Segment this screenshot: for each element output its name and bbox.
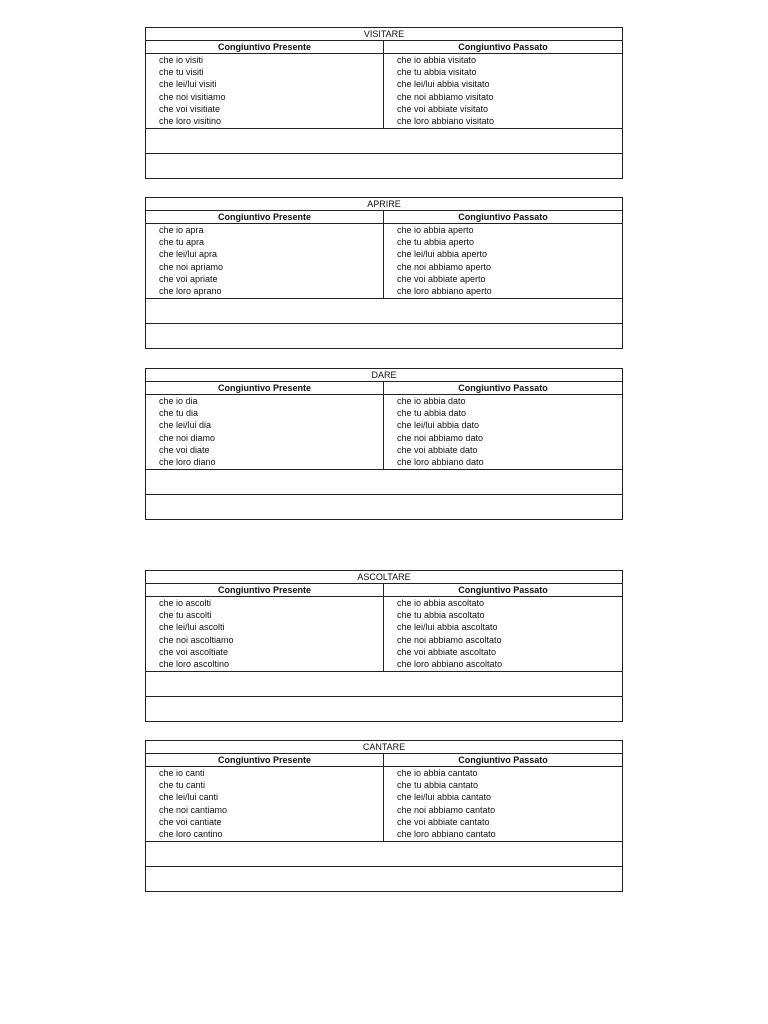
conjugation-line: che noi ascoltiamo [159,634,234,645]
empty-row [146,672,622,697]
conjugation-line: che tu abbia dato [397,408,467,419]
header-passato: Congiuntivo Passato [458,383,548,393]
conjugation-line: che loro abbiano cantato [397,828,496,839]
empty-row [146,324,622,348]
conjugation-column-passato [384,395,622,469]
conjugation-line: che voi abbiate dato [397,444,478,455]
conjugation-line: che voi abbiate aperto [397,273,486,284]
conjugation-row [146,54,622,129]
header-presente: Congiuntivo Presente [146,41,384,53]
header-passato: Congiuntivo Passato [458,42,548,52]
conjugation-column-presente [146,395,384,469]
conjugation-line: che voi abbiate cantato [397,816,490,827]
conjugation-line: che loro abbiano dato [397,456,484,467]
conjugation-line: che io abbia aperto [397,225,474,235]
conjugation-line: che io dia [159,396,198,406]
conjugation-line: che lei/lui visiti [159,79,217,90]
verb-table [145,740,623,892]
header-row [146,754,622,767]
conjugation-line: che io abbia ascoltato [397,598,485,608]
conjugation-line: che noi diamo [159,432,216,443]
header-row [146,211,622,224]
conjugation-line: che noi cantiamo [159,804,228,815]
conjugation-line: che loro abbiano visitato [397,115,495,126]
conjugation-line: che noi abbiamo ascoltato [397,634,502,645]
conjugation-column-passato [384,597,622,671]
conjugation-line: che tu abbia cantato [397,780,479,791]
conjugation-line: che tu abbia ascoltato [397,610,485,621]
conjugation-line: che lei/lui abbia ascoltato [397,622,498,633]
conjugation-line: che voi visitiate [159,103,221,114]
verb-table [145,570,623,722]
conjugation-row [146,597,622,672]
conjugation-line: che loro visitino [159,115,222,126]
conjugation-line: che lei/lui canti [159,792,219,803]
conjugation-line: che tu visiti [159,67,204,78]
header-row [146,584,622,597]
verb-title: ASCOLTARE [146,571,622,584]
empty-row [146,842,622,867]
conjugation-line: che tu apra [159,237,205,248]
conjugation-line: che voi ascoltiate [159,646,229,657]
conjugation-column-presente [146,54,384,128]
header-presente: Congiuntivo Presente [146,584,384,596]
empty-row [146,867,622,891]
conjugation-line: che loro cantino [159,828,223,839]
conjugation-line: che io visiti [159,55,204,65]
conjugation-line: che voi cantiate [159,816,222,827]
conjugation-column-passato [384,767,622,841]
conjugation-line: che voi diate [159,444,210,455]
header-passato: Congiuntivo Passato [458,212,548,222]
verb-title: VISITARE [146,28,622,41]
conjugation-line: che noi visitiamo [159,91,226,102]
conjugation-column-presente [146,767,384,841]
verb-table [145,197,623,349]
header-row [146,382,622,395]
conjugation-line: che tu dia [159,408,199,419]
conjugation-row [146,395,622,470]
conjugation-line: che lei/lui abbia dato [397,420,480,431]
conjugation-line: che lei/lui apra [159,249,218,260]
conjugation-line: che lei/lui abbia visitato [397,79,490,90]
conjugation-line: che noi abbiamo visitato [397,91,494,102]
conjugation-line: che voi abbiate ascoltato [397,646,497,657]
conjugation-line: che loro ascoltino [159,658,230,669]
conjugation-column-presente [146,224,384,298]
conjugation-line: che io abbia cantato [397,768,478,778]
conjugation-line: che lei/lui abbia cantato [397,792,492,803]
header-passato: Congiuntivo Passato [458,585,548,595]
empty-row [146,495,622,519]
conjugation-line: che lei/lui dia [159,420,212,431]
conjugation-column-presente [146,597,384,671]
conjugation-line: che tu ascolti [159,610,212,621]
conjugation-line: che loro abbiano aperto [397,285,492,296]
empty-row [146,697,622,721]
conjugation-line: che loro aprano [159,285,222,296]
conjugation-line: che noi abbiamo cantato [397,804,496,815]
conjugation-line: che tu canti [159,780,206,791]
conjugation-line: che lei/lui abbia aperto [397,249,488,260]
verb-table [145,27,623,179]
conjugation-line: che io apra [159,225,204,235]
conjugation-line: che noi apriamo [159,261,224,272]
header-presente: Congiuntivo Presente [146,754,384,766]
header-presente: Congiuntivo Presente [146,382,384,394]
empty-row [146,154,622,178]
conjugation-line: che io ascolti [159,598,212,608]
header-presente: Congiuntivo Presente [146,211,384,223]
header-passato: Congiuntivo Passato [458,755,548,765]
conjugation-line: che tu abbia visitato [397,67,477,78]
conjugation-line: che io canti [159,768,205,778]
conjugation-line: che io abbia dato [397,396,466,406]
header-row [146,41,622,54]
conjugation-line: che loro diano [159,456,216,467]
conjugation-line: che voi abbiate visitato [397,103,489,114]
conjugation-line: che tu abbia aperto [397,237,475,248]
conjugation-column-passato [384,224,622,298]
verb-title: APRIRE [146,198,622,211]
verb-title: DARE [146,369,622,382]
conjugation-row [146,224,622,299]
verb-table [145,368,623,520]
empty-row [146,299,622,324]
conjugation-line: che loro abbiano ascoltato [397,658,503,669]
conjugation-line: che noi abbiamo aperto [397,261,492,272]
conjugation-column-passato [384,54,622,128]
conjugation-line: che noi abbiamo dato [397,432,484,443]
verb-title: CANTARE [146,741,622,754]
conjugation-line: che voi apriate [159,273,218,284]
empty-row [146,129,622,154]
conjugation-line: che io abbia visitato [397,55,477,65]
empty-row [146,470,622,495]
conjugation-row [146,767,622,842]
conjugation-line: che lei/lui ascolti [159,622,225,633]
